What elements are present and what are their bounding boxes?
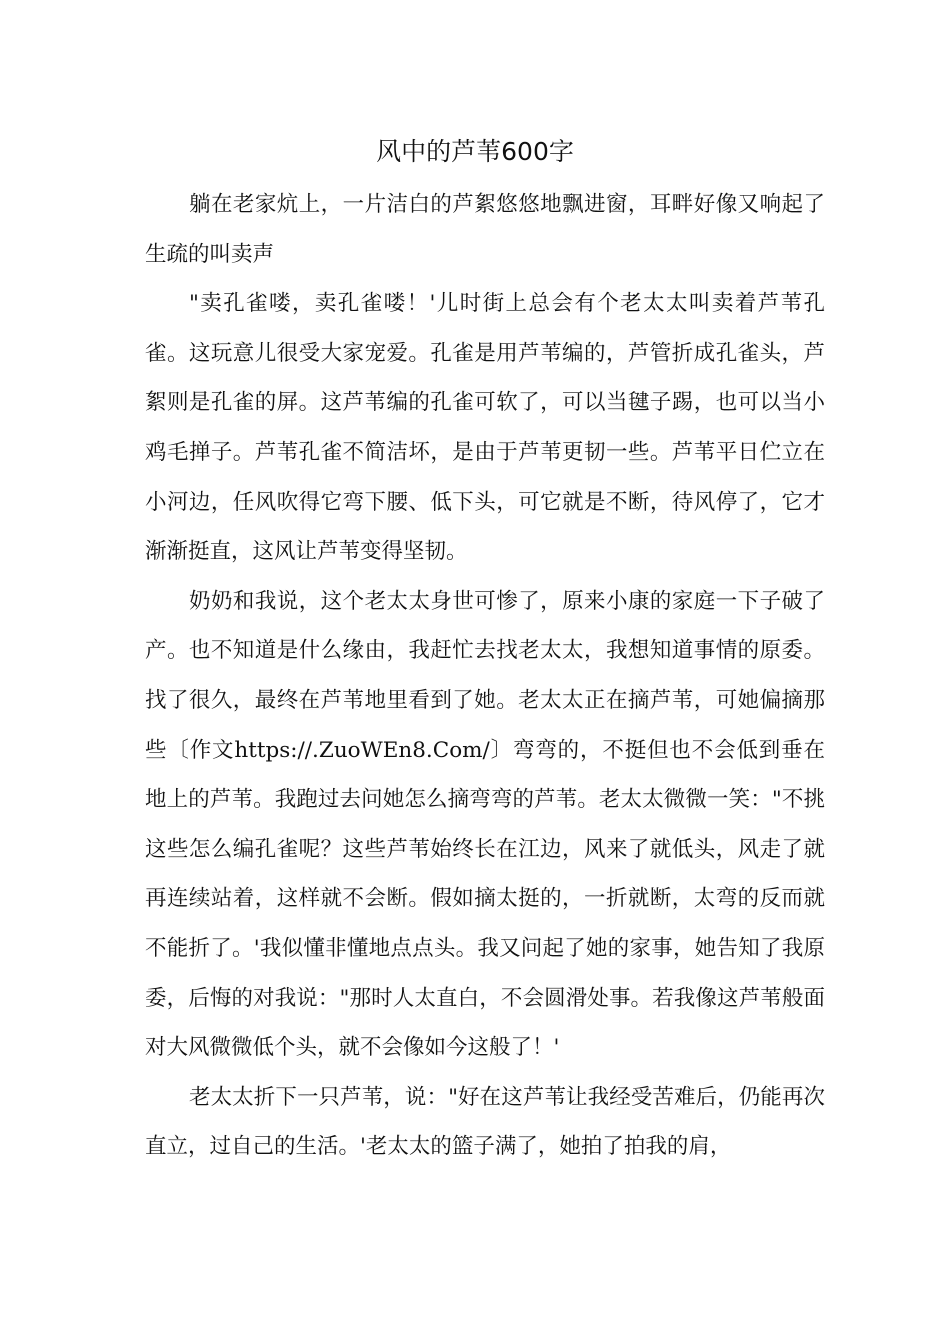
paragraph-1: 躺在老家炕上，一片洁白的芦絮悠悠地飘进窗，耳畔好像又响起了生疏的叫卖声 <box>145 192 825 267</box>
paragraph-2: "卖孔雀喽，卖孔雀喽！'儿时街上总会有个老太太叫卖着芦苇孔雀。这玩意儿很受大家宠爱。孔雀是用芦苇编的，芦管折成孔雀头，芦絮则是孔雀的屏。这芦苇编的孔雀可软了，可以当毽子踢，也可以当小鸡毛掸子。芦苇孔雀不简洁坏，是由于芦苇更韧一些。芦苇平日伫立在小河边，任风吹得它弯下腰、低下头，可它就是不断，待风停了，它才渐渐挺直，这风让芦苇变得坚韧。 <box>145 291 825 565</box>
paragraph-4: 老太太折下一只芦苇，说："好在这芦苇让我经受苦难后，仍能再次直立，过自己的生活。'老太太的篮子满了，她拍了拍我的肩， <box>145 1084 825 1160</box>
document-body <box>145 180 825 1172</box>
paragraph-3: 奶奶和我说，这个老太太身世可惨了，原来小康的家庭一下子破了产。也不知道是什么缘由，我赶忙去找老太太，我想知道事情的原委。找了很久，最终在芦苇地里看到了她。老太太正在摘芦苇，可她偏摘那些〔作文https://.ZuoWEn8.Com/〕弯弯的，不挺但也不会低到垂在地上的芦苇。我跑过去问她怎么摘弯弯的芦苇。老太太微微一笑："不挑这些怎么编孔雀呢？这些芦苇始终长在江边，风来了就低头，风走了就再连续站着，这样就不会断。假如摘太挺的，一折就断，太弯的反而就不能折了。'我似懂非懂地点点头。我又问起了她的家事，她告知了我原委，后悔的对我说："那时人太直白，不会圆滑处事。若我像这芦苇般面对大风微微低个头，就不会像如今这般了！' <box>145 588 825 1061</box>
document-title: 风中的芦苇600字 <box>376 137 574 166</box>
